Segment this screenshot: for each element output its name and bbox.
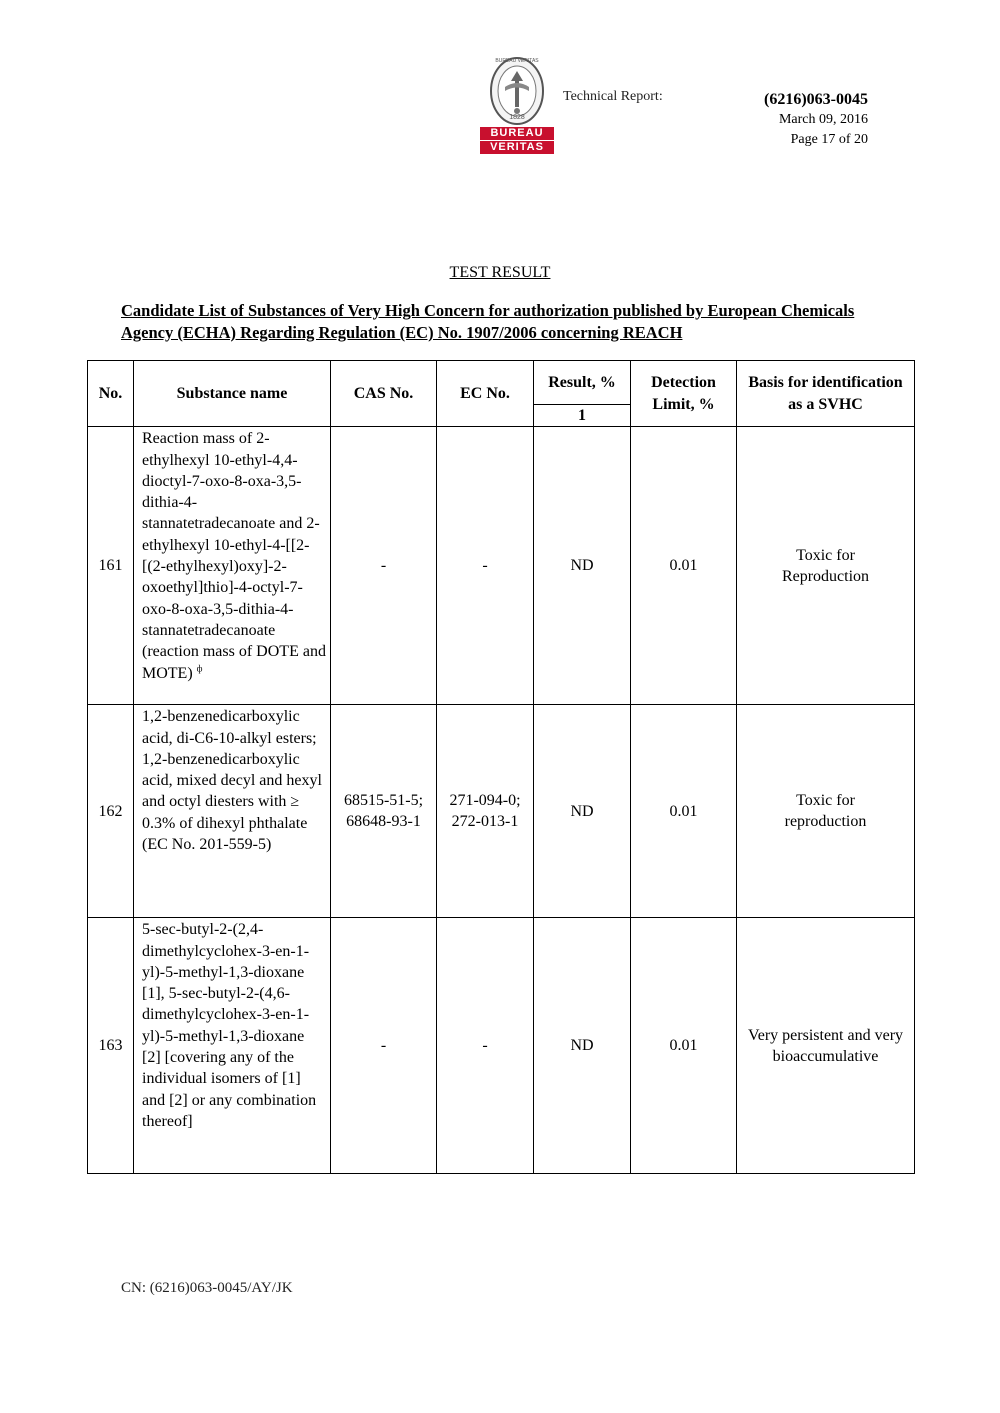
cell-basis: Toxic for reproduction [737, 705, 915, 918]
cell-basis: Toxic for Reproduction [737, 427, 915, 705]
page-title: TEST RESULT [449, 264, 551, 281]
col-header-basis: Basis for identification as a SVHC [737, 361, 915, 427]
cell-substance: 5-sec-butyl-2-(2,4-dimethylcyclohex-3-en-1-yl)-5-methyl-1,3-dioxane [1], 5-sec-butyl-2-(4,6-dimethylcyclohex-3-en-1-yl)-5-methyl-1,3-dioxane [2] [covering any of the individual isomers of [1] and [2] or any combination thereof] [134, 918, 331, 1174]
report-date: March 09, 2016 [778, 112, 868, 127]
cell-no: 162 [88, 705, 134, 918]
report-label: Technical Report: [563, 89, 663, 104]
cell-no: 161 [88, 427, 134, 705]
logo-seal-year: 1828 [509, 114, 525, 121]
footer-cn: CN: (6216)063-0045/AY/JK [121, 1280, 293, 1296]
col-header-limit: Detection Limit, % [631, 361, 737, 427]
logo-seal-text: BUREAU VERITAS [495, 58, 539, 64]
report-meta [764, 90, 868, 150]
cell-cas: - [331, 427, 437, 705]
col-header-result-sub: 1 [534, 405, 631, 427]
col-header-no: No. [88, 361, 134, 427]
results-table [87, 360, 915, 1174]
col-header-substance: Substance name [134, 361, 331, 427]
col-header-result: Result, % [534, 361, 631, 405]
logo-word-bureau: BUREAU [490, 127, 544, 139]
substance-text: Reaction mass of 2-ethylhexyl 10-ethyl-4,4-dioctyl-7-oxo-8-oxa-3,5-dithia-4-stannatetradecanoate and 2-ethylhexyl 10-ethyl-4-[[2-[(2-ethylhexyl)oxy]-2-oxoethyl]thio]-4-octyl-7-oxo-8-oxa-3,5-dithia-4-stannatetradecanoate (reaction mass of DOTE and MOTE) [142, 430, 326, 682]
table-row [88, 705, 915, 918]
cell-ec: - [437, 918, 534, 1174]
cell-cas: 68515-51-5; 68648-93-1 [331, 705, 437, 918]
cell-limit: 0.01 [631, 918, 737, 1174]
page-subtitle: Candidate List of Substances of Very High Concern for authorization published by European Chemicals Agency (ECHA) Regarding Regulation (EC) No. 1907/2006 concerning REACH [121, 301, 855, 342]
cell-limit: 0.01 [631, 705, 737, 918]
cell-no: 163 [88, 918, 134, 1174]
cell-substance [134, 427, 331, 705]
logo-word-veritas: VERITAS [490, 141, 544, 153]
report-number: (6216)063-0045 [764, 91, 868, 108]
cell-result: ND [534, 705, 631, 918]
footnote-mark: ф [196, 663, 203, 674]
page-number: Page 17 of 20 [790, 132, 868, 147]
col-header-ec: EC No. [437, 361, 534, 427]
table-row [88, 918, 915, 1174]
col-header-cas: CAS No. [331, 361, 437, 427]
cell-result: ND [534, 427, 631, 705]
cell-ec: 271-094-0; 272-013-1 [437, 705, 534, 918]
cell-basis: Very persistent and very bioaccumulative [737, 918, 915, 1174]
cell-cas: - [331, 918, 437, 1174]
cell-ec: - [437, 427, 534, 705]
cell-result: ND [534, 918, 631, 1174]
cell-limit: 0.01 [631, 427, 737, 705]
cell-substance: 1,2-benzenedicarboxylic acid, di-C6-10-alkyl esters; 1,2-benzenedicarboxylic acid, mixed decyl and hexyl and octyl diesters with ≥ 0.3% of dihexyl phthalate (EC No. 201-559-5) [134, 705, 331, 918]
table-row [88, 427, 915, 705]
